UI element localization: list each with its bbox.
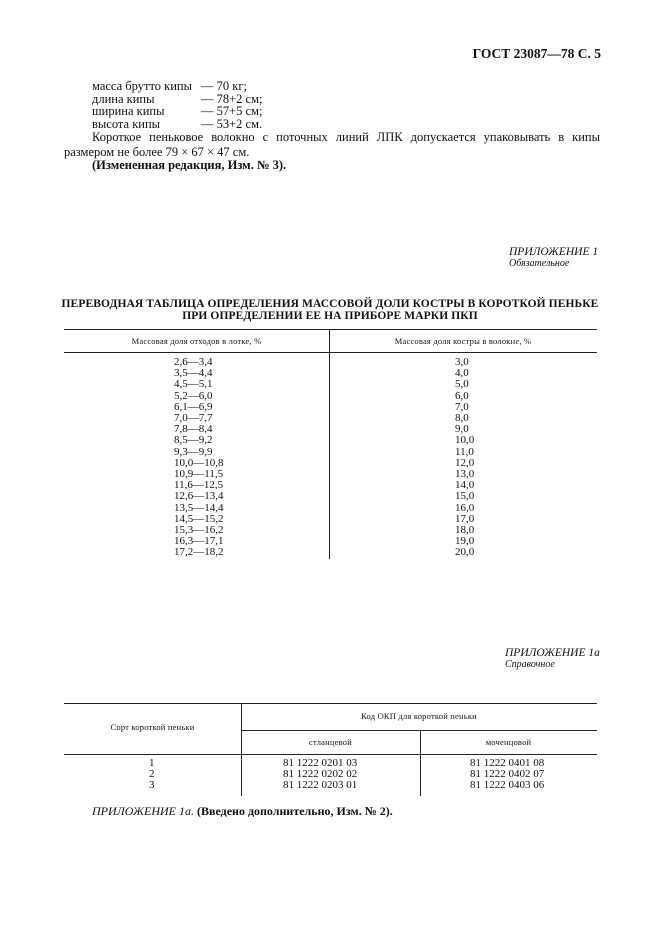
table1-cell-waste: 12,6—13,4	[174, 490, 224, 503]
table2-sub-header-moch: моченцовой	[485, 737, 532, 747]
appendix1a-label	[505, 647, 600, 671]
table2-cell-stl-code: 81 1222 0201 03	[283, 757, 358, 769]
table1-cell-waste: 7,0—7,7	[174, 412, 213, 425]
bale-label: масса брутто кипы	[92, 79, 192, 93]
table1-cell-waste: 14,5—15,2	[174, 512, 224, 525]
table2-cell-grade: 2	[149, 768, 155, 781]
bale-label: ширина кипы	[92, 104, 165, 119]
table1-cell-shive: 4,0	[455, 367, 469, 380]
table2-sub-header-stl: стланцевой	[309, 737, 352, 747]
bale-value: — 53+2 см.	[201, 116, 263, 131]
table1-cell-waste: 10,9—11,5	[174, 468, 224, 481]
appendix1a-title: ПРИЛОЖЕНИЕ 1а	[505, 647, 600, 659]
appendix1a-status: Справочное	[505, 659, 555, 670]
table2-top-rule	[64, 703, 597, 704]
bale-label: высота кипы	[92, 116, 161, 131]
table1-title	[60, 298, 600, 322]
table1-col2-header: Массовая доля костры в волокне, %	[394, 336, 532, 346]
bale-row	[92, 80, 262, 93]
table1-cell-shive: 11,0	[455, 445, 474, 458]
appendix1-status: Обязательное	[509, 258, 570, 269]
bale-label: длина кипы	[92, 91, 155, 106]
table2-cell-stl-code: 81 1222 0203 01	[283, 779, 358, 792]
edition-note: (Измененная редакция, Изм. № 3).	[92, 158, 287, 172]
table1-cell-waste: 4,5—5,1	[174, 378, 213, 391]
table1-cell-waste: 3,5—4,4	[174, 367, 213, 380]
bale-row	[92, 118, 262, 131]
appendix1-label	[509, 246, 598, 270]
table1-cell-waste: 11,6—12,5	[174, 479, 224, 492]
table1-cell-shive: 6,0	[455, 389, 469, 402]
table2-header-rule	[64, 754, 597, 755]
table2-mid-rule	[241, 730, 597, 731]
table1-title-line2: ПРИ ОПРЕДЕЛЕНИИ ЕЕ НА ПРИБОРЕ МАРКИ ПКП	[182, 310, 478, 322]
table1-top-rule	[64, 329, 597, 330]
table1-header-rule	[64, 352, 597, 353]
table1-cell-shive: 7,0	[455, 400, 469, 413]
table1-cell-shive: 9,0	[455, 423, 469, 436]
packing-text: Короткое пеньковое волокно с поточных линий ЛПК допускается упаковывать в кипы размером не более 79 × 67 × 47 см.	[64, 130, 600, 159]
bale-parameters	[92, 80, 262, 130]
table1-cell-waste: 13,5—14,4	[174, 501, 224, 514]
table1-cell-shive: 3,0	[455, 356, 469, 368]
bale-value: — 57+5 см;	[201, 104, 263, 119]
table1-cell-shive: 19,0	[455, 535, 475, 548]
appendix1-title: ПРИЛОЖЕНИЕ 1	[509, 246, 599, 258]
table1-cell-shive: 15,0	[455, 490, 475, 503]
table1-cell-waste: 7,8—8,4	[174, 423, 213, 436]
table1-cell-shive: 20,0	[455, 546, 475, 559]
bale-value: — 70 кг;	[201, 79, 247, 93]
table2-cell-moch-code: 81 1222 0403 06	[470, 779, 545, 792]
table1-col1-values	[174, 357, 224, 559]
table1-cell-shive: 14,0	[455, 479, 475, 492]
table1-col1-header: Массовая доля отходов в лотке, %	[131, 336, 262, 346]
table2-moch-values	[470, 758, 544, 792]
bale-value: — 78+2 см;	[201, 91, 263, 106]
table2-cell-grade: 1	[149, 757, 155, 769]
table1-cell-waste: 9,3—9,9	[174, 445, 213, 458]
table1-cell-waste: 2,6—3,4	[174, 356, 213, 368]
page-header: ГОСТ 23087—78 С. 5	[472, 46, 601, 61]
table2-cell-moch-code: 81 1222 0402 07	[470, 768, 545, 781]
table1-cell-shive: 12,0	[455, 456, 475, 469]
table1-cell-waste: 15,3—16,2	[174, 524, 224, 537]
table1-divider	[329, 329, 330, 559]
table1-col2-values	[455, 357, 474, 559]
table1-cell-shive: 17,0	[455, 512, 475, 525]
table2-grade-values	[149, 758, 155, 792]
table1-cell-shive: 16,0	[455, 501, 475, 514]
footer-appendix: ПРИЛОЖЕНИЕ 1а.	[92, 804, 194, 818]
bale-row	[92, 105, 262, 118]
table1-cell-shive: 8,0	[455, 412, 469, 425]
table2-stl-values	[283, 758, 357, 792]
table1-cell-waste: 5,2—6,0	[174, 389, 213, 402]
table1-cell-waste: 17,2—18,2	[174, 546, 224, 559]
table2-cell-moch-code: 81 1222 0401 08	[470, 757, 545, 769]
table1-title-line1: ПЕРЕВОДНАЯ ТАБЛИЦА ОПРЕДЕЛЕНИЯ МАССОВОЙ ДОЛИ КОСТРЫ В КОРОТКОЙ ПЕНЬКЕ	[61, 298, 599, 310]
table1-cell-waste: 16,3—17,1	[174, 535, 224, 548]
table1-cell-shive: 13,0	[455, 468, 475, 481]
table1-cell-shive: 10,0	[455, 434, 475, 447]
table2-okp-header: Код ОКП для короткой пеньки	[361, 711, 477, 721]
table1-cell-shive: 18,0	[455, 524, 475, 537]
table1-cell-waste: 6,1—6,9	[174, 400, 213, 413]
table1-cell-shive: 5,0	[455, 378, 469, 391]
table2-grade-header: Сорт короткой пеньки	[110, 722, 195, 732]
table1-cell-waste: 8,5—9,2	[174, 434, 213, 447]
table2-cell-stl-code: 81 1222 0202 02	[283, 768, 358, 781]
footer-note	[92, 804, 393, 819]
packing-paragraph	[64, 130, 600, 159]
table1-cell-waste: 10,0—10,8	[174, 456, 224, 469]
footer-edition: (Введено дополнительно, Изм. № 2).	[196, 804, 393, 818]
table2-cell-grade: 3	[149, 779, 155, 792]
